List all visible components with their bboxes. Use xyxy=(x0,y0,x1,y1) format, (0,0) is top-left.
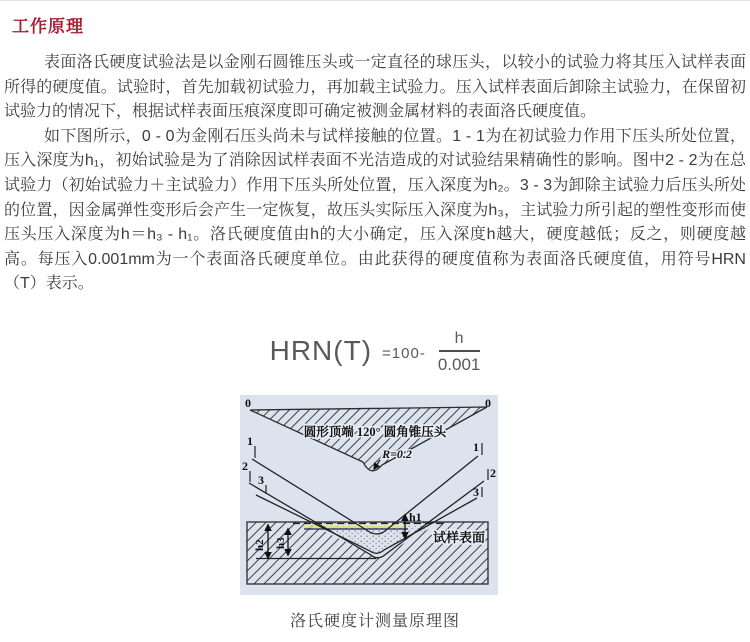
position-label-left-2: 2 xyxy=(242,458,248,473)
position-label-right-2: 2 xyxy=(490,465,496,480)
paragraph-intro: 表面洛氏硬度试验法是以金刚石圆锥压头或一定直径的球压头，以较小的试验力将其压入试样表面所得的硬度值。试验时，首先加载初试验力，再加载主试验力。压入试样表面后卸除主试验力，在保留初试验力的情况下，根据试样表面压痕深度即可确定被测金属材料的表面洛氏硬度值。 xyxy=(4,54,746,121)
formula-denominator: 0.001 xyxy=(437,354,481,374)
hardness-formula xyxy=(0,323,750,379)
h2-label: h2 xyxy=(254,539,266,551)
position-label-left-0: 0 xyxy=(245,395,251,410)
position-label-right-1: 1 xyxy=(473,439,479,454)
article-body xyxy=(4,51,746,297)
formula-fraction xyxy=(438,329,481,375)
principle-diagram-svg xyxy=(240,395,498,595)
formula-equals: =100- xyxy=(382,345,426,363)
radius-label: R=0.2 xyxy=(382,446,412,461)
formula-numerator: h xyxy=(439,329,480,352)
position-label-right-0: 0 xyxy=(485,395,491,410)
diagram-caption: 洛氏硬度计测量原理图 xyxy=(289,612,460,630)
h1-label: h1 xyxy=(409,509,422,524)
indenter-label: 圆形顶端 120° 圆角锥压头 xyxy=(303,424,447,439)
principle-diagram xyxy=(240,395,498,595)
position-label-left-1: 1 xyxy=(247,433,253,448)
position-label-left-3: 3 xyxy=(258,472,264,487)
formula-lhs: HRN(T) xyxy=(269,334,373,366)
sample-surface-label: 试样表面 xyxy=(432,529,486,545)
position-label-right-3: 3 xyxy=(473,484,479,499)
h3-label: h3 xyxy=(275,537,287,549)
paragraph-detail: 如下图所示，0 - 0为金刚石压头尚未与试样接触的位置。1 - 1为在初试验力作用下压头所处位置，压入深度为h₁，初始试验是为了消除因试样表面不光洁造成的对试验结果精确性的影响。图中2 - 2为在总试验力（初始试验力＋主试验力）作用下压头所处位置，压入深度为h₂。3 - 3为卸除主试验力后压头所处的位置，因金属弹性变形后会产生一定恢复，故压头实际压入深度为h₃，主试验力所引起的塑性变形而使压头压入深度为h＝h₃ - h₁。洛氏硬度值由h的大小确定，压入深度h越大，硬度越低；反之，则硬度越高。每压入0.001mm为一个表面洛氏硬度单位。由此获得的硬度值称为表面洛氏硬度值，用符号HRN（T）表示。 xyxy=(4,127,746,293)
page-title: 工作原理 xyxy=(12,17,84,36)
